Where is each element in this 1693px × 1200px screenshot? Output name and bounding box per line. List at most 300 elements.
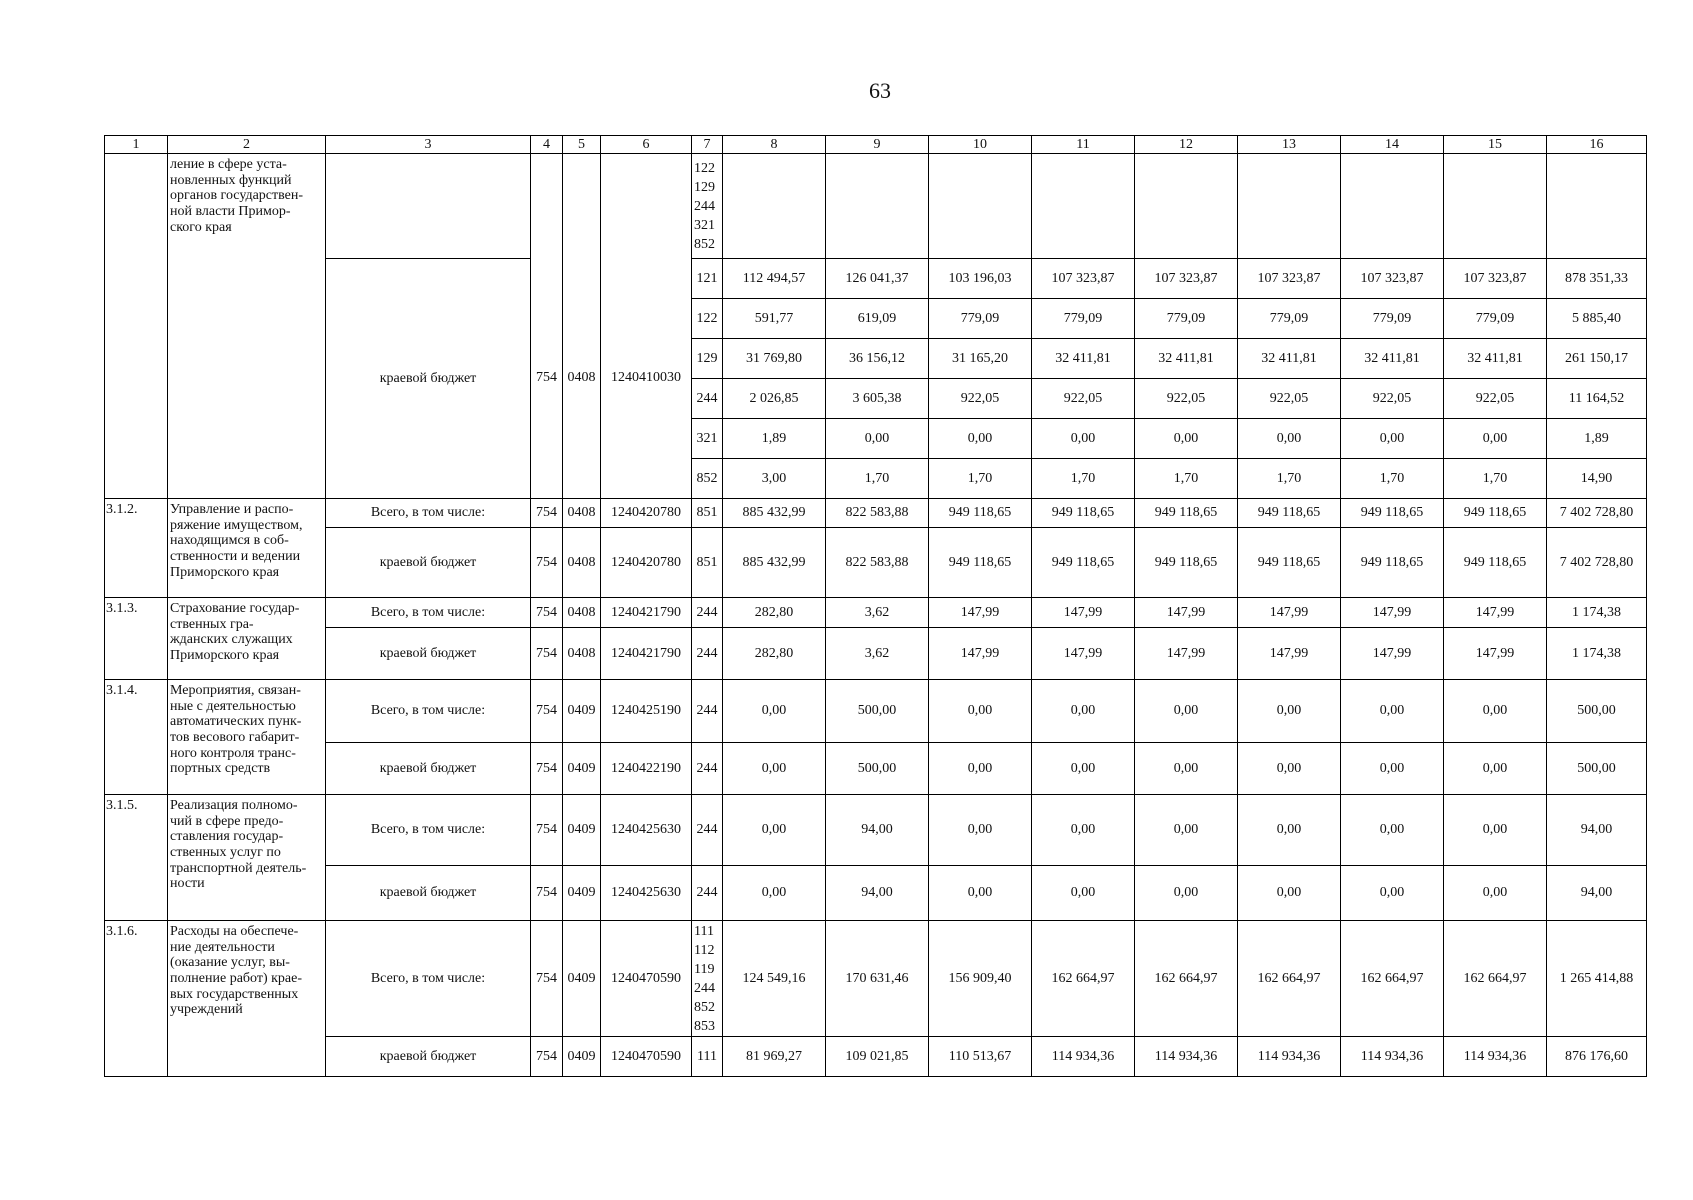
description-line: Приморского края bbox=[170, 564, 280, 580]
value-cell: 922,05 bbox=[929, 379, 1032, 419]
budget-source-cell: Всего, в том числе: bbox=[326, 499, 531, 528]
description-line: ного контроля транс- bbox=[170, 745, 296, 761]
value-cell: 876 176,60 bbox=[1547, 1037, 1647, 1077]
value-cell bbox=[929, 154, 1032, 259]
table-cell: 1240420780 bbox=[601, 528, 692, 598]
description-line: портных средств bbox=[170, 761, 271, 777]
value-cell: 124 549,16 bbox=[723, 921, 826, 1037]
table-cell bbox=[531, 154, 563, 259]
expense-code: 244 bbox=[692, 743, 723, 795]
value-cell: 162 664,97 bbox=[1238, 921, 1341, 1037]
description-cell bbox=[168, 680, 326, 795]
expense-code: 321 bbox=[692, 419, 723, 459]
value-cell: 0,00 bbox=[1032, 795, 1135, 866]
description-line: органов государствен- bbox=[170, 188, 304, 204]
value-cell: 32 411,81 bbox=[1341, 339, 1444, 379]
description-line: ности bbox=[170, 876, 205, 892]
value-cell bbox=[1238, 154, 1341, 259]
table-cell bbox=[563, 154, 601, 259]
column-number: 8 bbox=[723, 136, 826, 154]
value-cell: 114 934,36 bbox=[1444, 1037, 1547, 1077]
value-cell: 779,09 bbox=[1238, 299, 1341, 339]
table-cell: 754 bbox=[531, 866, 563, 921]
expense-code: 244 bbox=[694, 198, 715, 214]
value-cell: 32 411,81 bbox=[1135, 339, 1238, 379]
value-cell: 1 174,38 bbox=[1547, 628, 1647, 680]
value-cell: 949 118,65 bbox=[1444, 528, 1547, 598]
value-cell: 949 118,65 bbox=[1238, 528, 1341, 598]
description-line: жданских служащих bbox=[170, 632, 293, 648]
description-line: чий в сфере предо- bbox=[170, 813, 284, 829]
value-cell: 1,70 bbox=[929, 459, 1032, 499]
value-cell: 0,00 bbox=[1444, 680, 1547, 743]
description-line: учреждений bbox=[170, 1002, 243, 1018]
description-line: ние деятельности bbox=[170, 939, 275, 955]
value-cell: 0,00 bbox=[929, 419, 1032, 459]
value-cell: 7 402 728,80 bbox=[1547, 528, 1647, 598]
value-cell: 2 026,85 bbox=[723, 379, 826, 419]
description-line: ского края bbox=[170, 219, 232, 235]
table-cell: 1240421790 bbox=[601, 628, 692, 680]
table-row bbox=[105, 866, 1647, 921]
value-cell: 107 323,87 bbox=[1032, 259, 1135, 299]
value-cell: 949 118,65 bbox=[1032, 499, 1135, 528]
value-cell: 1,70 bbox=[1341, 459, 1444, 499]
value-cell: 878 351,33 bbox=[1547, 259, 1647, 299]
expense-code: 244 bbox=[692, 866, 723, 921]
value-cell bbox=[1444, 154, 1547, 259]
value-cell: 94,00 bbox=[1547, 795, 1647, 866]
value-cell: 922,05 bbox=[1444, 379, 1547, 419]
column-number: 13 bbox=[1238, 136, 1341, 154]
table-cell: 1240425630 bbox=[601, 795, 692, 866]
value-cell: 0,00 bbox=[1032, 419, 1135, 459]
value-cell: 36 156,12 bbox=[826, 339, 929, 379]
expense-code: 851 bbox=[692, 499, 723, 528]
value-cell: 0,00 bbox=[1341, 680, 1444, 743]
table-cell: 0409 bbox=[563, 743, 601, 795]
value-cell: 1 174,38 bbox=[1547, 598, 1647, 628]
value-cell: 282,80 bbox=[723, 598, 826, 628]
value-cell: 0,00 bbox=[826, 419, 929, 459]
value-cell: 500,00 bbox=[1547, 680, 1647, 743]
description-line: ственности и ведении bbox=[170, 549, 301, 565]
value-cell: 0,00 bbox=[1135, 866, 1238, 921]
column-number: 16 bbox=[1547, 136, 1647, 154]
table-cell: 754 bbox=[531, 680, 563, 743]
value-cell: 112 494,57 bbox=[723, 259, 826, 299]
column-number: 11 bbox=[1032, 136, 1135, 154]
value-cell: 949 118,65 bbox=[1238, 499, 1341, 528]
value-cell: 1 265 414,88 bbox=[1547, 921, 1647, 1037]
table-cell: 754 bbox=[531, 1037, 563, 1077]
value-cell: 162 664,97 bbox=[1444, 921, 1547, 1037]
column-number: 14 bbox=[1341, 136, 1444, 154]
description-line: ные с деятельностью bbox=[170, 698, 296, 714]
value-cell: 3,62 bbox=[826, 598, 929, 628]
table-cell: 0409 bbox=[563, 921, 601, 1037]
value-cell bbox=[723, 154, 826, 259]
value-cell: 147,99 bbox=[1135, 598, 1238, 628]
header-row bbox=[105, 136, 1647, 154]
expense-code: 122 bbox=[692, 299, 723, 339]
value-cell: 147,99 bbox=[1341, 598, 1444, 628]
value-cell: 3,62 bbox=[826, 628, 929, 680]
value-cell: 114 934,36 bbox=[1135, 1037, 1238, 1077]
value-cell bbox=[826, 154, 929, 259]
value-cell: 162 664,97 bbox=[1341, 921, 1444, 1037]
value-cell: 107 323,87 bbox=[1238, 259, 1341, 299]
value-cell: 261 150,17 bbox=[1547, 339, 1647, 379]
table-cell: 0408 bbox=[563, 628, 601, 680]
table-row bbox=[105, 598, 1647, 628]
description-line: ственных услуг по bbox=[170, 845, 281, 861]
value-cell: 949 118,65 bbox=[1341, 499, 1444, 528]
value-cell: 147,99 bbox=[1341, 628, 1444, 680]
description-line: ставления государ- bbox=[170, 829, 284, 845]
value-cell: 0,00 bbox=[1135, 680, 1238, 743]
table-row bbox=[105, 259, 1647, 299]
value-cell: 1,89 bbox=[723, 419, 826, 459]
item-number-cell bbox=[105, 154, 168, 499]
value-cell: 1,70 bbox=[826, 459, 929, 499]
value-cell: 0,00 bbox=[1341, 419, 1444, 459]
value-cell: 94,00 bbox=[826, 866, 929, 921]
value-cell: 1,70 bbox=[1444, 459, 1547, 499]
value-cell: 114 934,36 bbox=[1238, 1037, 1341, 1077]
table-cell: 754 bbox=[531, 259, 563, 499]
item-number-cell: 3.1.4. bbox=[105, 680, 168, 795]
value-cell: 94,00 bbox=[826, 795, 929, 866]
value-cell: 1,70 bbox=[1238, 459, 1341, 499]
expense-code: 244 bbox=[692, 379, 723, 419]
expense-code: 852 bbox=[694, 236, 715, 252]
description-line: (оказание услуг, вы- bbox=[170, 955, 290, 971]
table-row bbox=[105, 680, 1647, 743]
value-cell: 114 934,36 bbox=[1032, 1037, 1135, 1077]
value-cell: 81 969,27 bbox=[723, 1037, 826, 1077]
value-cell: 0,00 bbox=[1444, 866, 1547, 921]
value-cell: 0,00 bbox=[723, 795, 826, 866]
page-number: 63 bbox=[869, 78, 891, 103]
table-cell: 0408 bbox=[563, 598, 601, 628]
budget-table bbox=[104, 135, 1647, 1077]
table-cell: 1240470590 bbox=[601, 1037, 692, 1077]
value-cell: 0,00 bbox=[1444, 419, 1547, 459]
value-cell: 922,05 bbox=[1032, 379, 1135, 419]
table-cell: 0409 bbox=[563, 680, 601, 743]
value-cell: 949 118,65 bbox=[929, 528, 1032, 598]
value-cell: 949 118,65 bbox=[1341, 528, 1444, 598]
description-line: Реализация полномо- bbox=[170, 798, 298, 813]
item-number-cell: 3.1.2. bbox=[105, 499, 168, 598]
description-line: Расходы на обеспече- bbox=[170, 924, 299, 939]
description-line: ственных гра- bbox=[170, 616, 254, 632]
column-number: 5 bbox=[563, 136, 601, 154]
value-cell: 31 165,20 bbox=[929, 339, 1032, 379]
value-cell: 147,99 bbox=[1238, 598, 1341, 628]
description-cell bbox=[168, 499, 326, 598]
value-cell: 32 411,81 bbox=[1032, 339, 1135, 379]
table-row bbox=[105, 743, 1647, 795]
value-cell: 114 934,36 bbox=[1341, 1037, 1444, 1077]
description-line: автоматических пунк- bbox=[170, 714, 302, 730]
description-line: ной власти Примор- bbox=[170, 204, 291, 220]
expense-code: 853 bbox=[694, 1018, 715, 1034]
value-cell: 885 432,99 bbox=[723, 499, 826, 528]
table-cell: 0409 bbox=[563, 1037, 601, 1077]
table-cell: 754 bbox=[531, 598, 563, 628]
expense-code: 129 bbox=[692, 339, 723, 379]
value-cell: 107 323,87 bbox=[1341, 259, 1444, 299]
table-cell: 754 bbox=[531, 499, 563, 528]
value-cell: 922,05 bbox=[1238, 379, 1341, 419]
value-cell: 0,00 bbox=[1135, 795, 1238, 866]
description-line: ряжение имуществом, bbox=[170, 517, 303, 533]
value-cell: 779,09 bbox=[1135, 299, 1238, 339]
column-number: 7 bbox=[692, 136, 723, 154]
table-row bbox=[105, 628, 1647, 680]
value-cell: 0,00 bbox=[1341, 795, 1444, 866]
table-row bbox=[105, 795, 1647, 866]
table-row bbox=[105, 154, 1647, 259]
code-list-cell bbox=[692, 921, 723, 1037]
expense-code: 121 bbox=[692, 259, 723, 299]
table-cell: 754 bbox=[531, 795, 563, 866]
table-cell: 1240425630 bbox=[601, 866, 692, 921]
value-cell: 282,80 bbox=[723, 628, 826, 680]
table-cell: 754 bbox=[531, 743, 563, 795]
value-cell: 0,00 bbox=[1135, 743, 1238, 795]
expense-code: 244 bbox=[692, 628, 723, 680]
item-number-cell: 3.1.3. bbox=[105, 598, 168, 680]
value-cell: 779,09 bbox=[1444, 299, 1547, 339]
description-line: транспортной деятель- bbox=[170, 860, 307, 876]
value-cell: 147,99 bbox=[929, 628, 1032, 680]
table-cell: 754 bbox=[531, 528, 563, 598]
value-cell: 922,05 bbox=[1135, 379, 1238, 419]
description-cell bbox=[168, 795, 326, 921]
column-number: 4 bbox=[531, 136, 563, 154]
value-cell: 0,00 bbox=[1238, 866, 1341, 921]
value-cell: 0,00 bbox=[1444, 743, 1547, 795]
budget-source-cell: краевой бюджет bbox=[326, 1037, 531, 1077]
value-cell: 107 323,87 bbox=[1135, 259, 1238, 299]
expense-code: 122 bbox=[694, 160, 715, 176]
description-line: Приморского края bbox=[170, 648, 280, 664]
value-cell: 11 164,52 bbox=[1547, 379, 1647, 419]
column-number: 10 bbox=[929, 136, 1032, 154]
budget-source-cell: Всего, в том числе: bbox=[326, 598, 531, 628]
value-cell: 1,89 bbox=[1547, 419, 1647, 459]
table-cell: 1240421790 bbox=[601, 598, 692, 628]
value-cell: 922,05 bbox=[1341, 379, 1444, 419]
column-number: 2 bbox=[168, 136, 326, 154]
budget-source-cell: краевой бюджет bbox=[326, 259, 531, 499]
value-cell: 147,99 bbox=[1444, 598, 1547, 628]
value-cell: 822 583,88 bbox=[826, 528, 929, 598]
expense-code: 244 bbox=[692, 795, 723, 866]
value-cell: 0,00 bbox=[723, 743, 826, 795]
table-cell: 0409 bbox=[563, 866, 601, 921]
value-cell: 0,00 bbox=[1238, 419, 1341, 459]
description-line: Управление и распо- bbox=[170, 502, 294, 517]
value-cell: 170 631,46 bbox=[826, 921, 929, 1037]
value-cell: 779,09 bbox=[1341, 299, 1444, 339]
column-number: 15 bbox=[1444, 136, 1547, 154]
item-number-cell: 3.1.5. bbox=[105, 795, 168, 921]
table-cell: 1240420780 bbox=[601, 499, 692, 528]
value-cell: 0,00 bbox=[723, 680, 826, 743]
value-cell: 949 118,65 bbox=[1135, 528, 1238, 598]
value-cell: 500,00 bbox=[826, 680, 929, 743]
table-row bbox=[105, 921, 1647, 1037]
description-line: ление в сфере уста- bbox=[170, 157, 287, 172]
budget-source-cell: краевой бюджет bbox=[326, 528, 531, 598]
value-cell: 0,00 bbox=[1341, 743, 1444, 795]
description-cell bbox=[168, 154, 326, 499]
description-line: Мероприятия, связан- bbox=[170, 683, 301, 698]
column-number: 12 bbox=[1135, 136, 1238, 154]
value-cell: 0,00 bbox=[1238, 795, 1341, 866]
value-cell: 3,00 bbox=[723, 459, 826, 499]
item-number-cell: 3.1.6. bbox=[105, 921, 168, 1077]
expense-code: 852 bbox=[694, 999, 715, 1015]
table-cell: 0408 bbox=[563, 528, 601, 598]
table-cell: 0408 bbox=[563, 499, 601, 528]
value-cell: 126 041,37 bbox=[826, 259, 929, 299]
value-cell: 1,70 bbox=[1135, 459, 1238, 499]
expense-code: 111 bbox=[694, 923, 714, 939]
expense-code: 852 bbox=[692, 459, 723, 499]
value-cell: 31 769,80 bbox=[723, 339, 826, 379]
value-cell: 109 021,85 bbox=[826, 1037, 929, 1077]
value-cell: 0,00 bbox=[929, 866, 1032, 921]
expense-code: 111 bbox=[692, 1037, 723, 1077]
budget-source-cell: Всего, в том числе: bbox=[326, 921, 531, 1037]
value-cell: 0,00 bbox=[1238, 743, 1341, 795]
description-cell bbox=[168, 598, 326, 680]
value-cell: 822 583,88 bbox=[826, 499, 929, 528]
budget-source-cell: краевой бюджет bbox=[326, 743, 531, 795]
value-cell: 32 411,81 bbox=[1444, 339, 1547, 379]
value-cell: 0,00 bbox=[1341, 866, 1444, 921]
budget-source-cell: краевой бюджет bbox=[326, 866, 531, 921]
table-cell: 1240425190 bbox=[601, 680, 692, 743]
value-cell: 147,99 bbox=[929, 598, 1032, 628]
description-line: тов весового габарит- bbox=[170, 730, 300, 746]
column-number: 6 bbox=[601, 136, 692, 154]
code-list-cell bbox=[692, 154, 723, 259]
value-cell: 0,00 bbox=[1032, 680, 1135, 743]
value-cell: 110 513,67 bbox=[929, 1037, 1032, 1077]
table-cell: 0409 bbox=[563, 795, 601, 866]
table-cell: 1240470590 bbox=[601, 921, 692, 1037]
expense-code: 851 bbox=[692, 528, 723, 598]
value-cell bbox=[1547, 154, 1647, 259]
table-cell bbox=[601, 154, 692, 259]
expense-code: 112 bbox=[694, 942, 715, 958]
budget-source-cell: Всего, в том числе: bbox=[326, 680, 531, 743]
value-cell: 147,99 bbox=[1444, 628, 1547, 680]
budget-source-cell: краевой бюджет bbox=[326, 628, 531, 680]
value-cell: 949 118,65 bbox=[929, 499, 1032, 528]
table-row bbox=[105, 1037, 1647, 1077]
value-cell: 32 411,81 bbox=[1238, 339, 1341, 379]
description-line: Страхование государ- bbox=[170, 601, 300, 616]
value-cell: 779,09 bbox=[929, 299, 1032, 339]
value-cell: 147,99 bbox=[1032, 598, 1135, 628]
table-cell bbox=[326, 154, 531, 259]
value-cell: 5 885,40 bbox=[1547, 299, 1647, 339]
value-cell: 7 402 728,80 bbox=[1547, 499, 1647, 528]
value-cell: 0,00 bbox=[1135, 419, 1238, 459]
value-cell bbox=[1135, 154, 1238, 259]
value-cell: 779,09 bbox=[1032, 299, 1135, 339]
value-cell: 0,00 bbox=[723, 866, 826, 921]
value-cell: 147,99 bbox=[1135, 628, 1238, 680]
table-cell: 1240410030 bbox=[601, 259, 692, 499]
value-cell: 1,70 bbox=[1032, 459, 1135, 499]
table-cell: 754 bbox=[531, 628, 563, 680]
description-cell bbox=[168, 921, 326, 1077]
table-row bbox=[105, 499, 1647, 528]
value-cell: 156 909,40 bbox=[929, 921, 1032, 1037]
expense-code: 244 bbox=[692, 598, 723, 628]
value-cell: 0,00 bbox=[1444, 795, 1547, 866]
description-line: полнение работ) крае- bbox=[170, 971, 303, 987]
table-cell: 1240422190 bbox=[601, 743, 692, 795]
value-cell: 0,00 bbox=[929, 795, 1032, 866]
column-number: 3 bbox=[326, 136, 531, 154]
value-cell: 162 664,97 bbox=[1135, 921, 1238, 1037]
value-cell: 0,00 bbox=[1032, 866, 1135, 921]
value-cell: 949 118,65 bbox=[1032, 528, 1135, 598]
expense-code: 244 bbox=[694, 980, 715, 996]
value-cell: 0,00 bbox=[929, 680, 1032, 743]
table-cell: 0408 bbox=[563, 259, 601, 499]
value-cell: 949 118,65 bbox=[1444, 499, 1547, 528]
value-cell: 103 196,03 bbox=[929, 259, 1032, 299]
description-line: находящимся в соб- bbox=[170, 533, 289, 549]
value-cell: 107 323,87 bbox=[1444, 259, 1547, 299]
table-row bbox=[105, 528, 1647, 598]
value-cell: 619,09 bbox=[826, 299, 929, 339]
value-cell bbox=[1341, 154, 1444, 259]
value-cell: 94,00 bbox=[1547, 866, 1647, 921]
column-number: 9 bbox=[826, 136, 929, 154]
value-cell: 3 605,38 bbox=[826, 379, 929, 419]
column-number: 1 bbox=[105, 136, 168, 154]
expense-code: 129 bbox=[694, 179, 715, 195]
description-line: вых государственных bbox=[170, 986, 299, 1002]
value-cell: 147,99 bbox=[1238, 628, 1341, 680]
value-cell: 147,99 bbox=[1032, 628, 1135, 680]
value-cell: 885 432,99 bbox=[723, 528, 826, 598]
expense-code: 321 bbox=[694, 217, 715, 233]
value-cell: 500,00 bbox=[1547, 743, 1647, 795]
value-cell: 949 118,65 bbox=[1135, 499, 1238, 528]
description-line: новленных функций bbox=[170, 172, 292, 188]
value-cell: 591,77 bbox=[723, 299, 826, 339]
value-cell: 162 664,97 bbox=[1032, 921, 1135, 1037]
value-cell: 14,90 bbox=[1547, 459, 1647, 499]
value-cell: 0,00 bbox=[1032, 743, 1135, 795]
value-cell bbox=[1032, 154, 1135, 259]
expense-code: 119 bbox=[694, 961, 715, 977]
budget-source-cell: Всего, в том числе: bbox=[326, 795, 531, 866]
value-cell: 0,00 bbox=[929, 743, 1032, 795]
